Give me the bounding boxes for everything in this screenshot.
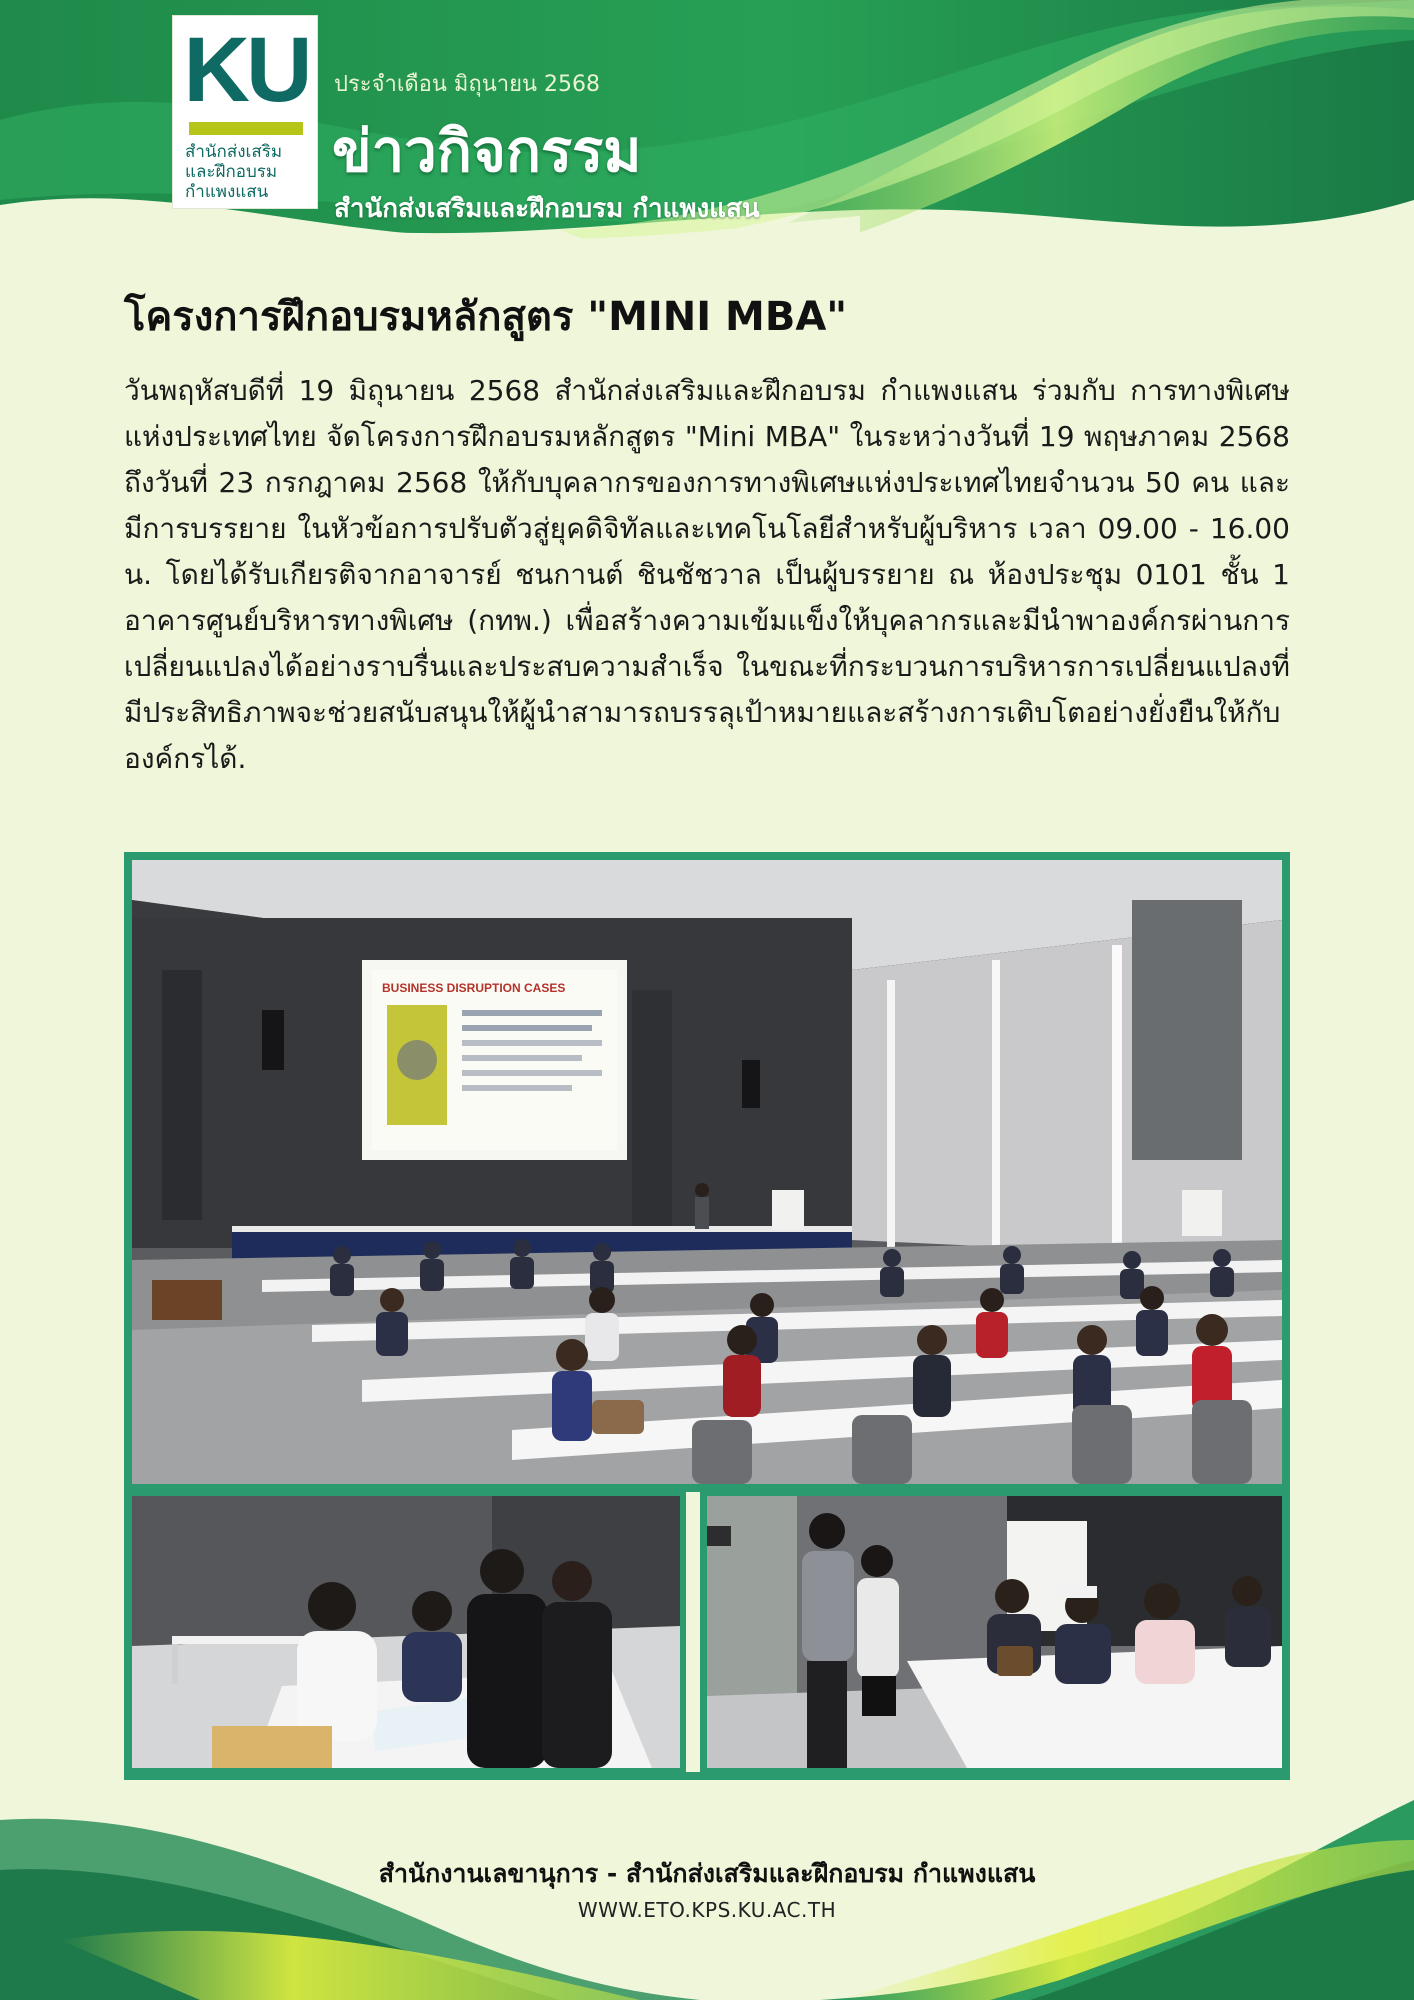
footer-website-link[interactable]: WWW.ETO.KPS.KU.AC.TH	[577, 1898, 837, 1922]
logo-accent-bar	[189, 122, 303, 135]
lecture-hall-photo	[132, 860, 1282, 1484]
newsletter-title: ข่าวกิจกรรม	[332, 117, 642, 185]
logo-subtitle	[185, 142, 311, 202]
photo-divider	[686, 1492, 700, 1772]
projector-slide-title: BUSINESS DISRUPTION CASES	[382, 981, 566, 995]
newsletter-subtitle: สำนักส่งเสริมและฝึกอบรม กำแพงแสน	[334, 194, 760, 224]
photo-collage	[124, 852, 1290, 1780]
header-banner	[0, 0, 1414, 262]
logo-ku-letters: KU	[183, 19, 309, 121]
ku-logo	[172, 15, 318, 209]
qa-session-photo	[707, 1496, 1282, 1768]
footer	[0, 1800, 1414, 2000]
logo-subtitle-line: และฝึกอบรม	[185, 162, 278, 182]
registration-photo	[132, 1496, 680, 1768]
article-body: วันพฤหัสบดีที่ 19 มิถุนายน 2568 สำนักส่งเสริมและฝึกอบรม กำแพงแสน ร่วมกับ การทางพิเศษแห่งประเทศไทย จัดโครงการฝึกอบรมหลักสูตร "Mini MBA" ในระหว่างวันที่ 19 พฤษภาคม 2568 ถึงวันที่ 23 กรกฎาคม 2568 ให้กับบุคลากรของการทางพิเศษแห่งประเทศไทยจำนวน 50 คน และ มีการบรรยาย ในหัวข้อการปรับตัวสู่ยุคดิจิทัลและเทคโนโลยีสำหรับผู้บริหาร เวลา 09.00 - 16.00 น. โดยได้รับเกียรติจากอาจารย์ ชนกานต์ ชินชัชวาล เป็นผู้บรรยาย ณ ห้องประชุม 0101 ชั้น 1 อาคารศูนย์บริหารทางพิเศษ (กทพ.) เพื่อสร้างความเข้มแข็งให้บุคลากรและมีนำพาองค์กรผ่านการเปลี่ยนแปลงได้อย่างราบรื่นและประสบความสำเร็จ ในขณะที่กระบวนการบริหารการเปลี่ยนแปลงที่มีประสิทธิภาพจะช่วยสนับสนุนให้ผู้นำสามารถบรรลุเป้าหมายและสร้างการเติบโตอย่างยั่งยืนให้กับองค์กรได้.	[124, 374, 1290, 775]
article-title: โครงการฝึกอบรมหลักสูตร "MINI MBA"	[124, 294, 848, 340]
logo-subtitle-line: กำแพงแสน	[185, 182, 269, 202]
footer-organization: สำนักงานเลขานุการ - สำนักส่งเสริมและฝึกอบรม กำแพงแสน	[378, 1859, 1036, 1888]
issue-date: ประจำเดือน มิถุนายน 2568	[334, 72, 601, 97]
logo-subtitle-line: สำนักส่งเสริม	[185, 142, 283, 162]
